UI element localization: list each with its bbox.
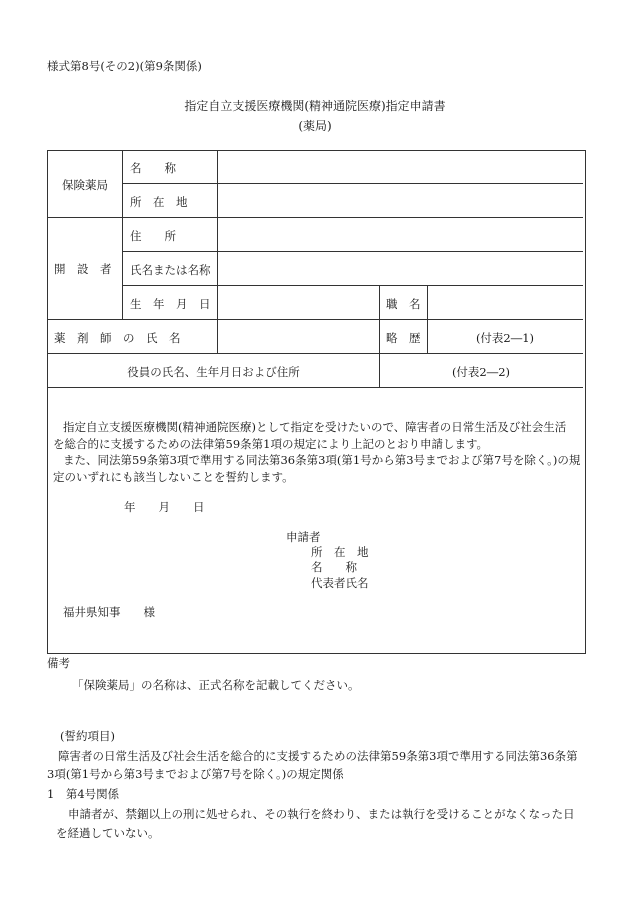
pledge-item-line: 申請者が、禁錮以上の刑に処せられ、その執行を終わり、または執行を受けることがなくなった日 xyxy=(68,807,575,821)
pledge-item-line: を経過していない。 xyxy=(56,826,160,840)
founder-label: 開 設 者 xyxy=(54,262,112,276)
address-label: 住 所 xyxy=(130,229,176,243)
row-divider xyxy=(48,319,583,320)
applicant-name-label: 名 称 xyxy=(311,560,357,574)
applicant-label: 申請者 xyxy=(286,530,321,544)
career-reference: (付表2―1) xyxy=(475,331,535,345)
applicant-location-label: 所 在 地 xyxy=(311,545,369,559)
pledge-line: 3項(第1号から第3号までおよび第7号を除く。)の規定関係 xyxy=(47,767,344,781)
application-paragraph-1 xyxy=(53,419,567,453)
col-divider xyxy=(217,151,218,353)
text-line: を総合的に支援するための法律第59条第1項の規定により上記のとおり申請します。 xyxy=(53,437,489,451)
pharmacist-name-label: 薬 剤 師 の 氏 名 xyxy=(54,331,181,345)
text-line: また、同法第59条第3項で準用する同法第36条第3項(第1号から第3号までおよび第7号を除く。)の規 xyxy=(63,453,581,467)
row-divider xyxy=(122,251,583,252)
pledge-item-header: 1 第4号関係 xyxy=(47,787,120,801)
name-or-title-label: 氏名または名称 xyxy=(130,263,211,277)
applicant-representative-label: 代表者氏名 xyxy=(311,576,369,590)
note-item: 「保険薬局」の名称は、正式名称を記載してください。 xyxy=(72,678,360,692)
application-form-table xyxy=(47,150,586,654)
text-line: 指定自立支援医療機関(精神通院医療)として指定を受けたいので、障害者の日常生活及び社会生活 xyxy=(63,420,567,434)
birthdate-label: 生 年 月 日 xyxy=(130,297,211,311)
page-title: 指定自立支援医療機関(精神通院医療)指定申請書 xyxy=(184,99,446,113)
application-date: 年 月 日 xyxy=(124,500,205,514)
row-divider xyxy=(48,217,583,218)
occupation-label: 職 名 xyxy=(386,297,421,311)
career-label: 略 歴 xyxy=(386,331,421,345)
officers-reference: (付表2―2) xyxy=(451,365,511,379)
insured-pharmacy-label: 保険薬局 xyxy=(62,178,108,192)
col-divider xyxy=(122,151,123,319)
name-label: 名 称 xyxy=(130,161,176,175)
addressee: 福井県知事 様 xyxy=(63,605,155,619)
page-subtitle: (薬局) xyxy=(298,119,332,133)
application-paragraph-2 xyxy=(53,452,581,486)
row-divider xyxy=(48,387,583,388)
row-divider xyxy=(48,353,583,354)
row-divider xyxy=(122,285,583,286)
notes-header: 備考 xyxy=(47,656,70,670)
pledge-line: 障害者の日常生活及び社会生活を総合的に支援するための法律第59条第3項で準用する同法第36条第 xyxy=(58,749,578,763)
row-divider xyxy=(122,183,583,184)
pledge-header: (誓約項目) xyxy=(60,729,115,743)
text-line: 定のいずれにも該当しないことを誓約します。 xyxy=(53,470,294,484)
location-label: 所 在 地 xyxy=(130,195,188,209)
form-number: 様式第8号(その2)(第9条関係) xyxy=(47,59,202,73)
officers-label: 役員の氏名、生年月日および住所 xyxy=(127,365,300,379)
